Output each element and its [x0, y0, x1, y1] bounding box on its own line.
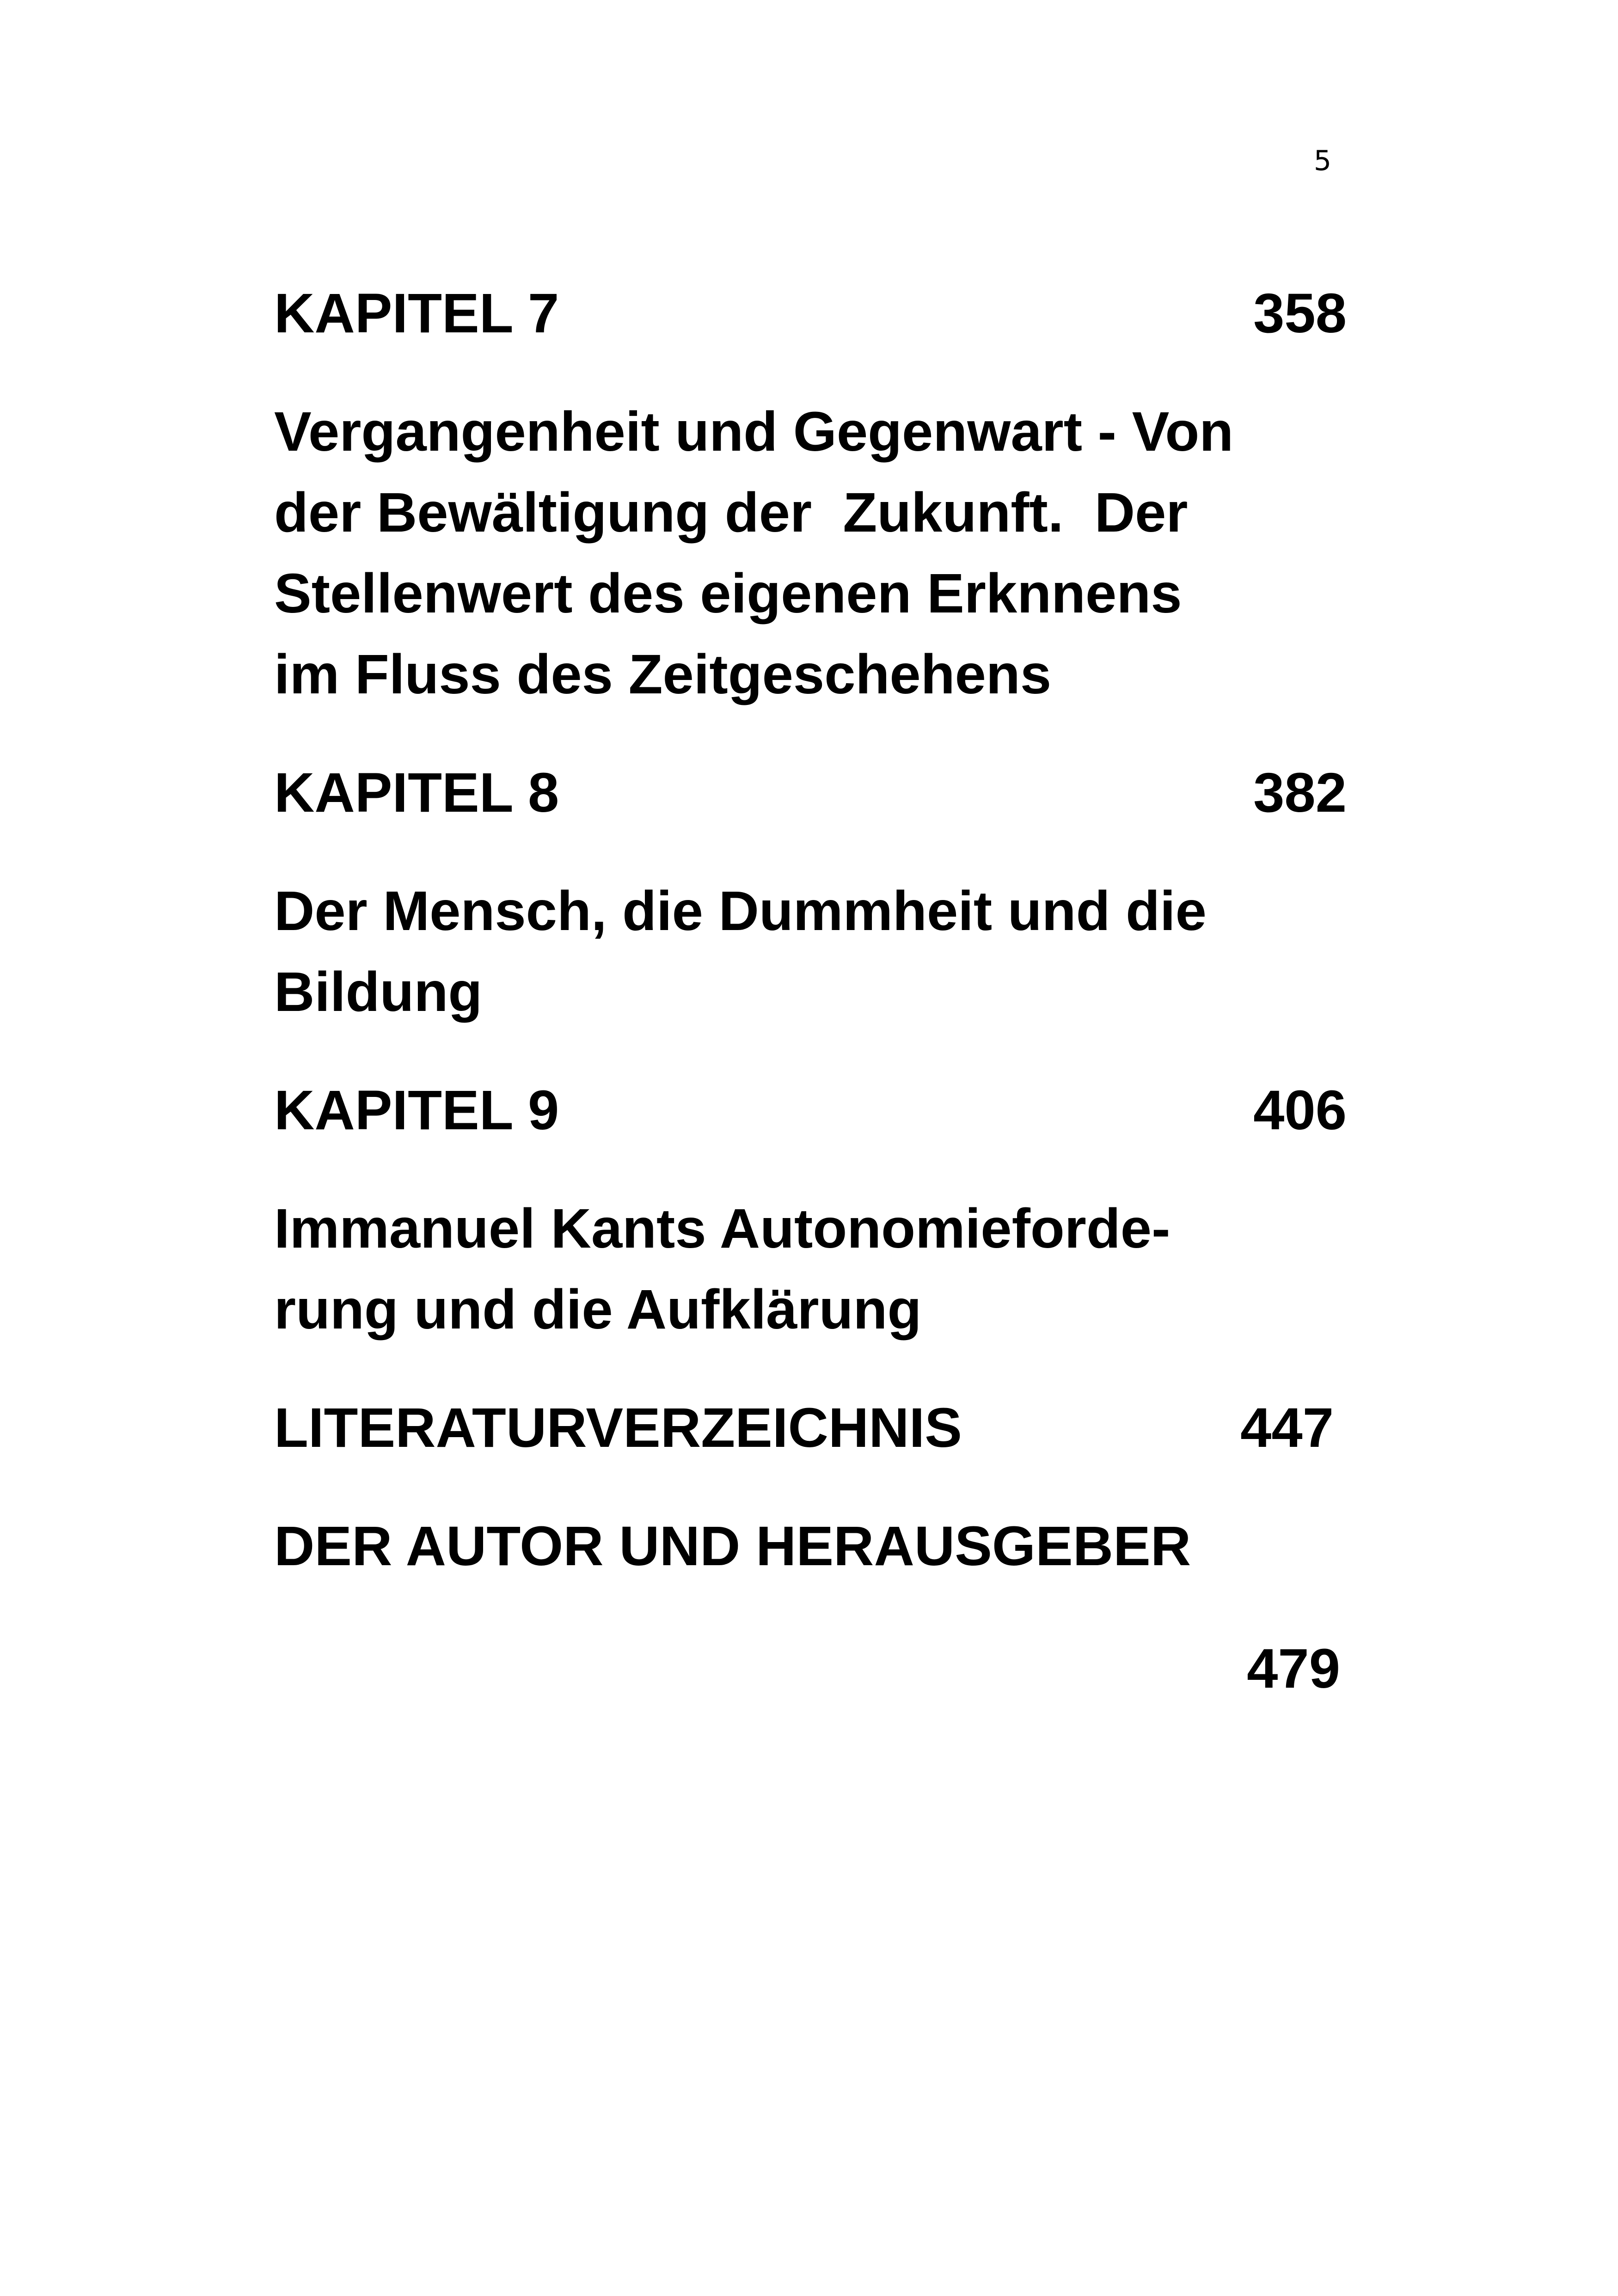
table-of-contents	[274, 273, 1347, 1709]
chapter-title-line: Stellenwert des eigenen Erknnens	[274, 562, 1182, 625]
section-label: LITERATURVERZEICHNIS	[274, 1396, 962, 1459]
section-page-number: 447	[1240, 1396, 1334, 1459]
section-label: DER AUTOR UND HERAUSGEBER	[274, 1514, 1191, 1577]
chapter-title-line: Immanuel Kants Autonomieforde-	[274, 1197, 1171, 1260]
toc-entry-autor-page-row	[274, 1628, 1340, 1709]
toc-entry-autor	[274, 1506, 1347, 1586]
page-number: 5	[1313, 145, 1331, 177]
chapter-label: KAPITEL 9	[274, 1078, 559, 1141]
chapter-title-line: Bildung	[274, 960, 483, 1023]
toc-entry-literaturverzeichnis	[274, 1387, 1334, 1468]
chapter-label: KAPITEL 8	[274, 761, 559, 824]
chapter-title	[274, 870, 1347, 1032]
chapter-page-number: 382	[1253, 761, 1347, 824]
chapter-title	[274, 1188, 1347, 1350]
chapter-label: KAPITEL 7	[274, 282, 559, 344]
toc-entry-kapitel-8	[274, 752, 1347, 833]
section-page-number: 479	[1247, 1637, 1340, 1700]
chapter-title-line: der Bewältigung der Zukunft. Der	[274, 481, 1188, 544]
chapter-title-line: Der Mensch, die Dummheit und die	[274, 879, 1207, 942]
chapter-title-line: rung und die Aufklärung	[274, 1278, 922, 1341]
toc-entry-kapitel-7	[274, 273, 1347, 354]
chapter-title	[274, 391, 1347, 715]
chapter-page-number: 406	[1253, 1078, 1347, 1141]
chapter-page-number: 358	[1253, 282, 1347, 344]
chapter-title-line: im Fluss des Zeitgeschehens	[274, 643, 1052, 705]
chapter-title-line: Vergangenheit und Gegenwart - Von	[274, 400, 1234, 463]
toc-entry-kapitel-9	[274, 1070, 1347, 1151]
